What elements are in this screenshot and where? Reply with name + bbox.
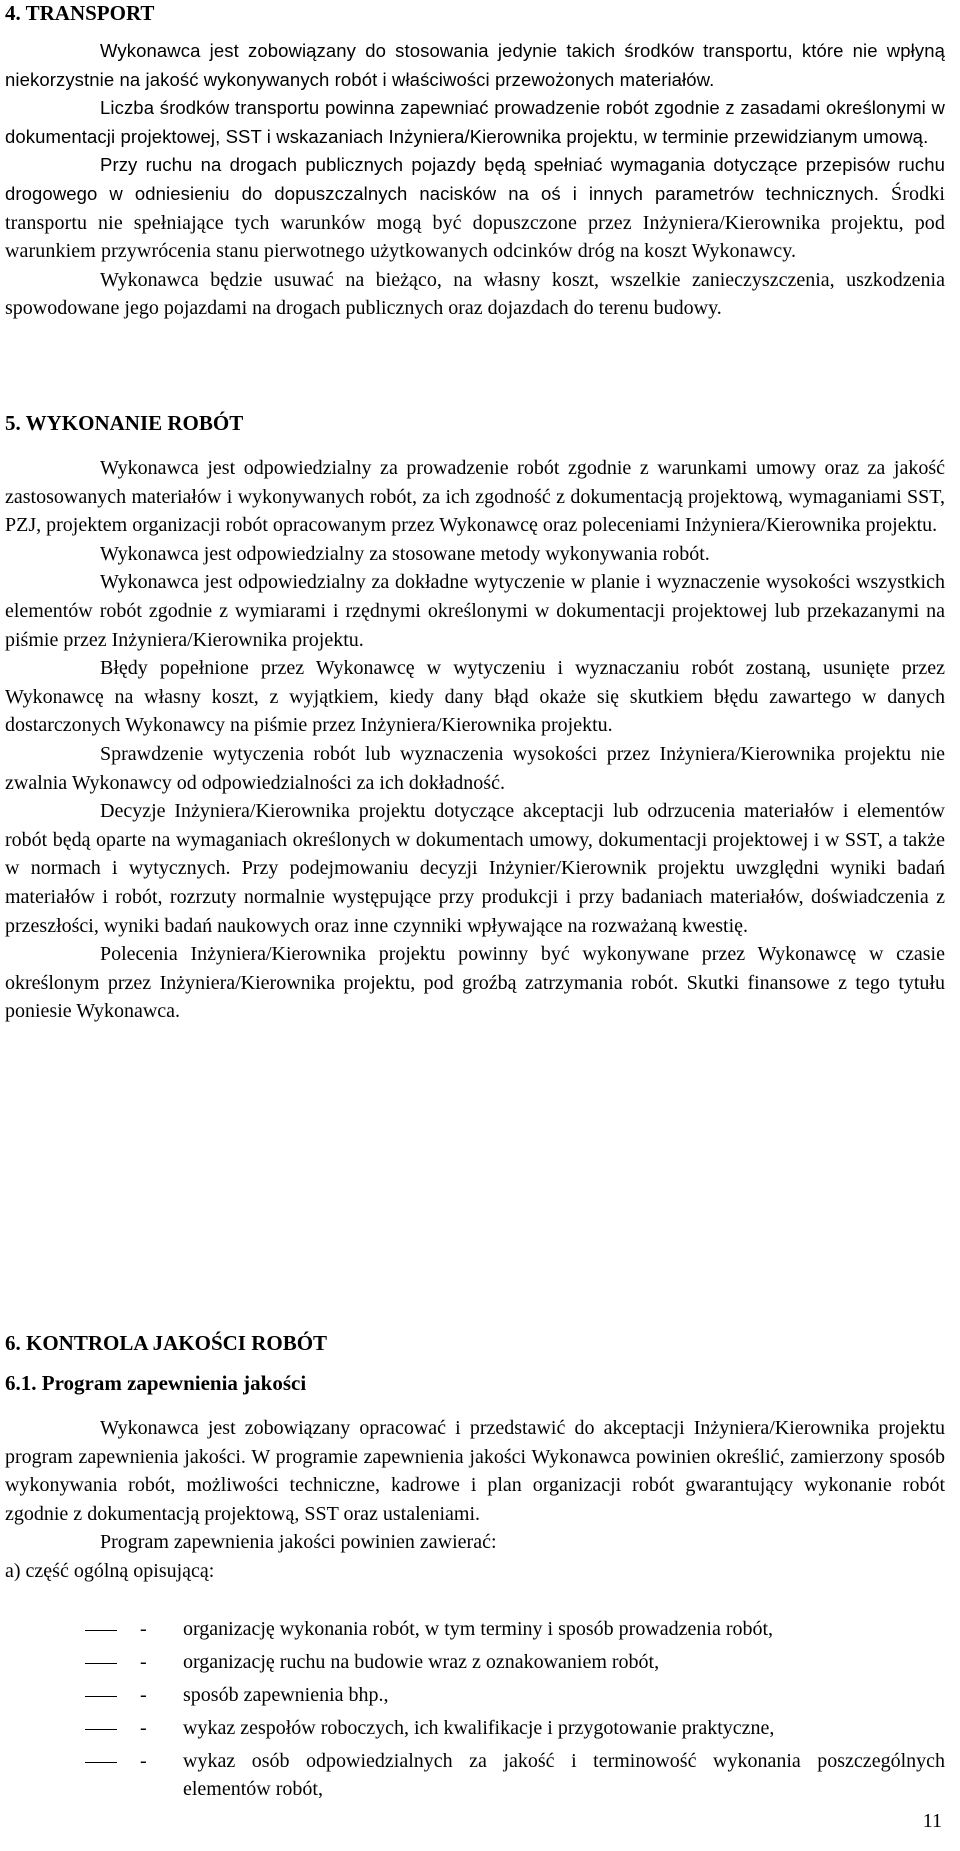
list-item-text: organizację wykonania robót, w tym terminy i sposób prowadzenia robót, — [183, 1618, 774, 1640]
list-hyphen: - — [140, 1651, 147, 1673]
dash-line — [85, 1696, 117, 1697]
paragraph-part: Środki transportu nie spełniające tych warunków mogą być dopuszczone przez Inżyniera/Kierownika projektu, pod warunkiem przywrócenia stanu pierwotnego użytkowanych odcinków dróg na koszt Wykonawcy. — [5, 182, 945, 263]
dash-line — [85, 1663, 117, 1664]
list-item — [5, 1615, 945, 1648]
paragraph: Błędy popełnione przez Wykonawcę w wytyczeniu i wyznaczaniu robót zostaną, usunięte przez Wykonawcę na własny koszt, z wyjątkiem, kiedy dany błąd okaże się skutkiem błędu zawartego w danych dostarczonych Wykonawcy na piśmie przez Inżyniera/Kierownika projektu. — [5, 657, 945, 737]
list-hyphen: - — [140, 1750, 147, 1772]
list-item — [5, 1747, 945, 1800]
requirements-list — [5, 1615, 945, 1800]
list-item-text: wykaz osób odpowiedzialnych za jakość i terminowość wykonania poszczególnych elementów robót, — [183, 1750, 945, 1800]
section-quality-body — [5, 1414, 945, 1586]
list-hyphen: - — [140, 1717, 147, 1739]
section-execution — [5, 410, 945, 436]
section-transport — [5, 0, 945, 26]
list-item-text: organizację ruchu na budowie wraz z oznakowaniem robót, — [183, 1651, 660, 1673]
paragraph: Wykonawca jest odpowiedzialny za dokładne wytyczenie w planie i wyznaczenie wysokości wszystkich elementów robót zgodnie z wymiarami i rzędnymi określonymi w dokumentacji projektowej lub przekazanymi na piśmie przez Inżyniera/Kierownika projektu. — [5, 571, 945, 651]
list-item-text: wykaz zespołów roboczych, ich kwalifikacje i przygotowanie praktyczne, — [183, 1717, 775, 1739]
paragraph: Polecenia Inżyniera/Kierownika projektu powinny być wykonywane przez Wykonawcę w czasie określonym przez Inżyniera/Kierownika projektu, pod groźbą zatrzymania robót. Skutki finansowe z tego tytułu poniesie Wykonawca. — [5, 943, 945, 1023]
section-execution-body — [5, 454, 945, 1026]
paragraph: Program zapewnienia jakości powinien zawierać: — [100, 1531, 497, 1554]
section-heading: 6. KONTROLA JAKOŚCI ROBÓT — [5, 1331, 328, 1355]
paragraph: Wykonawca jest odpowiedzialny za prowadzenie robót zgodnie z warunkami umowy oraz za jakość zastosowanych materiałów i wykonywanych robót, za ich zgodność z dokumentacją projektową, wymaganiami SST, PZJ, projektem organizacji robót opracowanym przez Wykonawcę oraz poleceniami Inżyniera/Kierownika projektu. — [5, 457, 945, 537]
paragraph: Wykonawca jest odpowiedzialny za stosowane metody wykonywania robót. — [100, 542, 710, 565]
paragraph — [5, 151, 945, 265]
paragraph-part: Przy ruchu na drogach publicznych pojazdy będą spełniać wymagania dotyczące przepisów ruchu drogowego w odniesieniu do dopuszczalnych nacisków na oś i innych parametrów technicznych. — [5, 154, 945, 204]
list-item — [5, 1681, 945, 1714]
paragraph: Decyzje Inżyniera/Kierownika projektu dotyczące akceptacji lub odrzucenia materiałów i elementów robót będą oparte na wymaganiach określonych w dokumentach umowy, dokumentacji projektowej i w SST, a także w normach i wytycznych. Przy podejmowaniu decyzji Inżynier/Kierownik projektu uwzględni wyniki badań materiałów i robót, rozrzuty normalnie występujące przy produkcji i przy badaniach materiałów, doświadczenia z przeszłości, wyniki badań naukowych oraz inne czynniki wpływające na rozważaną kwestię. — [5, 800, 945, 937]
paragraph: Wykonawca będzie usuwać na bieżąco, na własny koszt, wszelkie zanieczyszczenia, uszkodzenia spowodowane jego pojazdami na drogach publicznych oraz dojazdach do terenu budowy. — [5, 268, 945, 320]
paragraph: Liczba środków transportu powinna zapewniać prowadzenie robót zgodnie z zasadami określonymi w dokumentacji projektowej, SST i wskazaniach Inżyniera/Kierownika projektu, w terminie przewidzianym umową. — [5, 97, 945, 147]
list-item-text: sposób zapewnienia bhp., — [183, 1684, 389, 1706]
section-quality-control — [5, 1330, 945, 1356]
dash-line — [85, 1729, 117, 1730]
page-number: 11 — [922, 1810, 942, 1832]
dash-line — [85, 1630, 117, 1631]
subsection-quality-program — [5, 1370, 945, 1396]
paragraph: a) część ogólną opisującą: — [5, 1559, 215, 1582]
section-heading: 5. WYKONANIE ROBÓT — [5, 411, 244, 435]
paragraph: Wykonawca jest zobowiązany do stosowania jedynie takich środków transportu, które nie wpłyną niekorzystnie na jakość wykonywanych robót i właściwości przewożonych materiałów. — [5, 40, 945, 90]
list-item — [5, 1714, 945, 1747]
list-hyphen: - — [140, 1618, 147, 1640]
paragraph: Sprawdzenie wytyczenia robót lub wyznaczenia wysokości przez Inżyniera/Kierownika projektu nie zwalnia Wykonawcy od odpowiedzialności za ich dokładność. — [5, 742, 945, 794]
list-item — [5, 1648, 945, 1681]
paragraph: Wykonawca jest zobowiązany opracować i przedstawić do akceptacji Inżyniera/Kierownika projektu program zapewnienia jakości. W programie zapewnienia jakości Wykonawca powinien określić, zamierzony sposób wykonywania robót, możliwości techniczne, kadrowe i plan organizacji robót gwarantujący wykonanie robót zgodnie z dokumentacją projektową, SST oraz ustaleniami. — [5, 1417, 945, 1525]
subsection-heading: 6.1. Program zapewnienia jakości — [5, 1371, 307, 1395]
section-transport-body — [5, 37, 945, 323]
section-heading: 4. TRANSPORT — [5, 1, 155, 25]
list-hyphen: - — [140, 1684, 147, 1706]
dash-line — [85, 1762, 117, 1763]
